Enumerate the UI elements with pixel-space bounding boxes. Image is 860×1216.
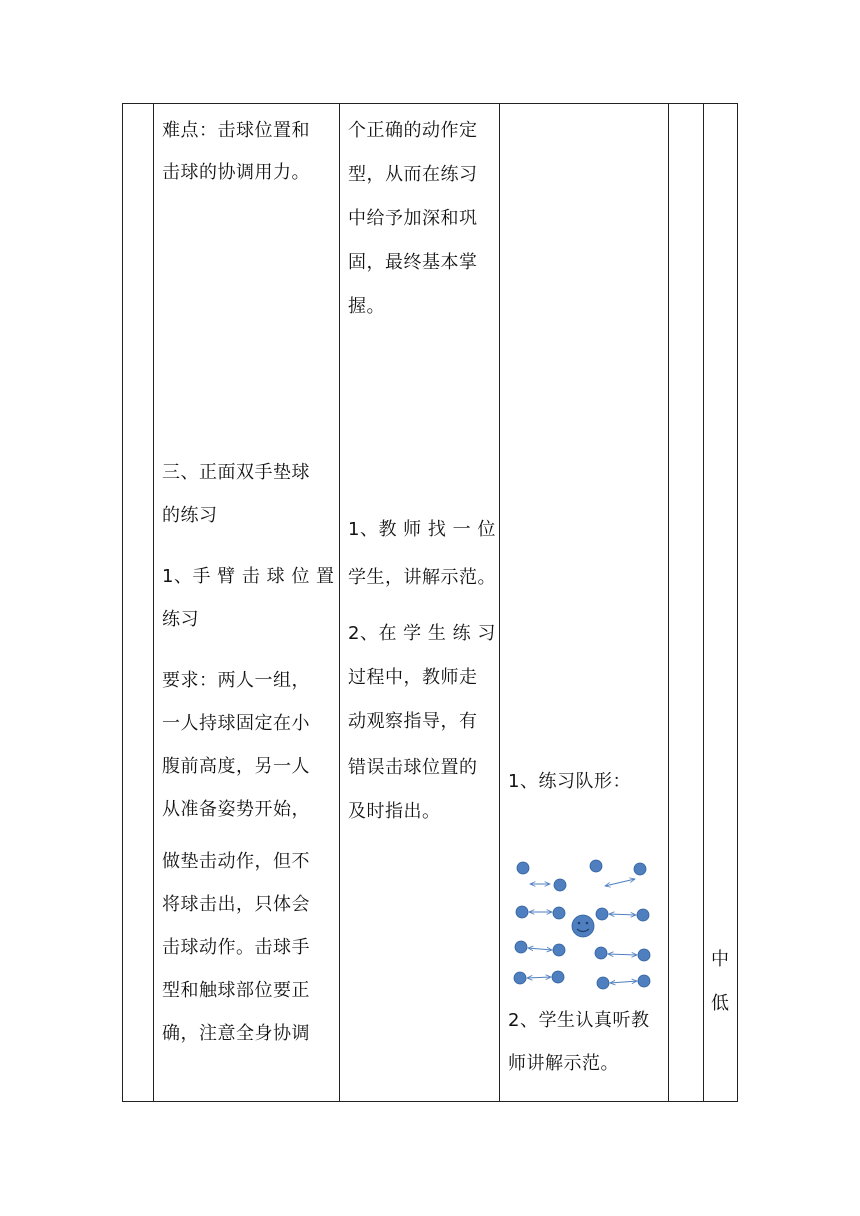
- student-dot: [638, 949, 650, 961]
- student-dot: [516, 906, 528, 918]
- requirement-line: 将球击出，只体会: [162, 894, 310, 915]
- student-dot: [552, 971, 564, 983]
- pass-arrow: [610, 981, 637, 983]
- column-divider: [499, 104, 500, 1101]
- exercise-item-line: 1、手 臂 击 球 位 置: [162, 566, 335, 587]
- student-dot: [514, 972, 526, 984]
- pass-arrow: [527, 977, 551, 978]
- column-divider: [668, 104, 669, 1101]
- teacher-step-line: 动观察指导，有: [348, 711, 478, 732]
- requirement-line: 一人持球固定在小: [162, 713, 310, 734]
- student-dot: [638, 975, 650, 987]
- practice-formation-diagram: [508, 850, 668, 995]
- teacher-step-line: 1、教 师 找 一 位: [348, 519, 496, 540]
- teacher-text-line: 个正确的动作定: [348, 120, 478, 141]
- section-heading-line: 三、正面双手垫球: [162, 462, 310, 483]
- pass-arrow: [528, 948, 552, 950]
- intensity-char: 低: [711, 993, 729, 1014]
- teacher-step-line: 错误击球位置的: [348, 757, 478, 778]
- requirement-line: 型和触球部位要正: [162, 980, 310, 1001]
- requirement-line: 腹前高度，另一人: [162, 756, 310, 777]
- student-dot: [597, 977, 609, 989]
- requirement-line: 确，注意全身协调: [162, 1023, 310, 1044]
- requirement-line: 从准备姿势开始，: [162, 799, 310, 820]
- requirement-line: 击球动作。击球手: [162, 937, 310, 958]
- student-dot: [595, 947, 607, 959]
- teacher-text-line: 型，从而在练习: [348, 164, 478, 185]
- intensity-char: 中: [711, 949, 729, 970]
- student-dot: [517, 862, 529, 874]
- student-dot: [554, 879, 566, 891]
- student-step-line: 2、学生认真听教: [508, 1010, 650, 1031]
- teacher-text-line: 握。: [348, 296, 385, 317]
- student-step-line: 师讲解示范。: [508, 1053, 619, 1074]
- student-dot: [634, 863, 646, 875]
- teacher-step-line: 学生，讲解示范。: [348, 567, 496, 588]
- teacher-text-line: 固，最终基本掌: [348, 252, 478, 273]
- teacher-face: [572, 915, 594, 937]
- requirement-line: 要求：两人一组，: [162, 670, 310, 691]
- difficulty-line: 难点：击球位置和: [162, 120, 310, 141]
- exercise-item-line: 练习: [162, 609, 199, 630]
- teacher-step-line: 及时指出。: [348, 801, 441, 822]
- pass-arrow: [608, 954, 637, 955]
- student-dot: [553, 944, 565, 956]
- teacher-step-line: 过程中，教师走: [348, 667, 478, 688]
- column-divider: [153, 104, 154, 1101]
- student-dot: [637, 909, 649, 921]
- student-dot: [553, 907, 565, 919]
- formation-label: 1、练习队形：: [508, 771, 631, 792]
- pass-arrow: [609, 914, 636, 915]
- student-dot: [590, 860, 602, 872]
- requirement-line: 做垫击动作，但不: [162, 851, 310, 872]
- pass-arrow: [605, 879, 635, 886]
- student-dot: [596, 908, 608, 920]
- teacher-step-line: 2、在 学 生 练 习: [348, 623, 496, 644]
- column-divider: [339, 104, 340, 1101]
- student-dot: [515, 941, 527, 953]
- section-heading-line: 的练习: [162, 505, 218, 526]
- teacher-text-line: 中给予加深和巩: [348, 208, 478, 229]
- column-divider: [703, 104, 704, 1101]
- difficulty-line: 击球的协调用力。: [162, 162, 310, 183]
